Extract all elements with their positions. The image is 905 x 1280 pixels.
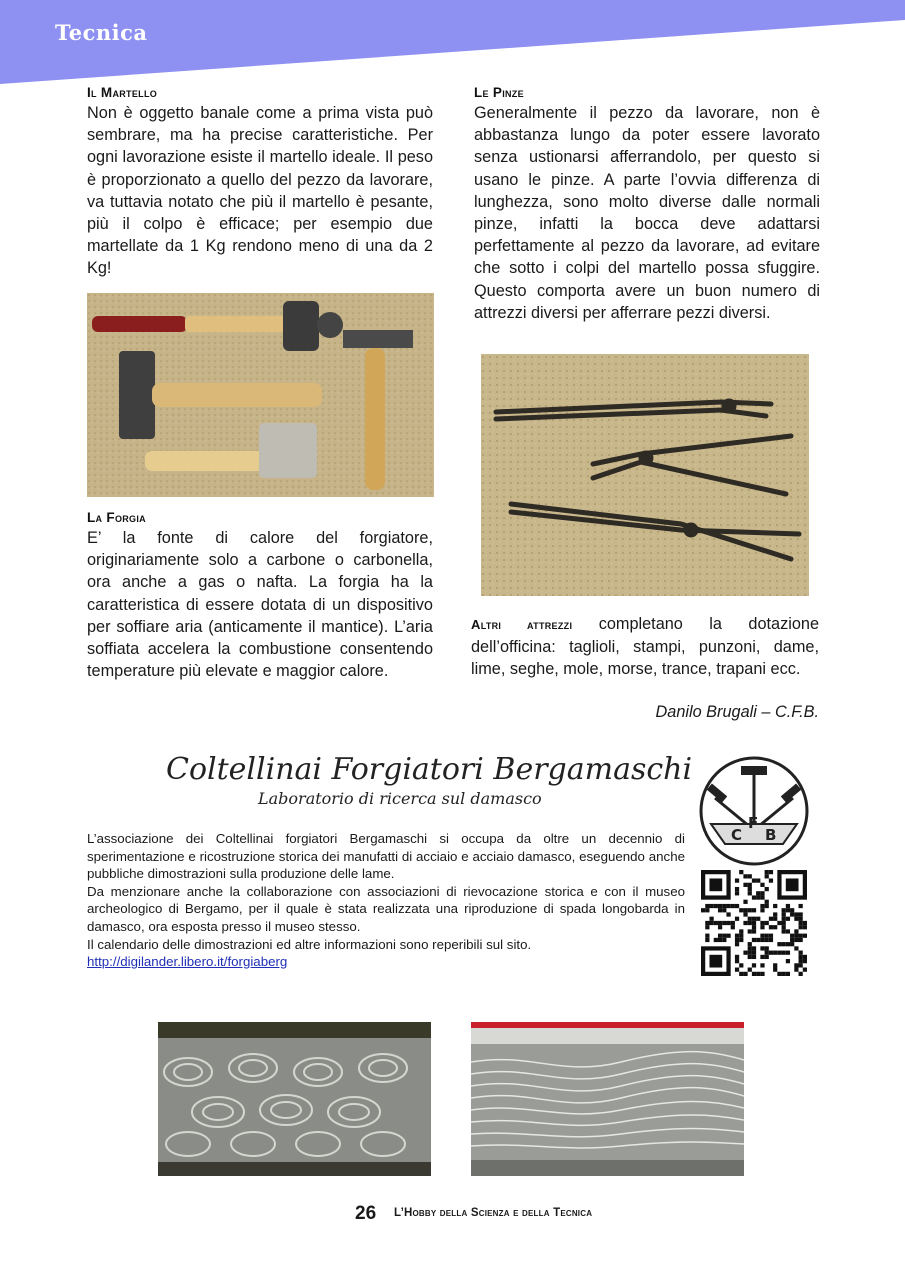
author-signature: Danilo Brugali – C.F.B. xyxy=(655,703,819,721)
forgia-heading: La Forgia xyxy=(87,510,146,525)
tongs-photo xyxy=(481,354,809,596)
damascus-pattern-photo-left xyxy=(158,1022,431,1176)
cfb-logo xyxy=(697,756,811,866)
section-tag: Tecnica xyxy=(55,20,148,45)
forgia-text: E’ la fonte di calore del forgiatore, originariamente solo a carbone o carbonella, ora anche a gas o nafta. La forgia ha la caratteristica di essere dotata di un dispositivo per soffiare aria (anticamente il mantice). L’aria soffiata accelera la combustione consentendo temperature più elevate e maggior calore. xyxy=(87,529,433,681)
altri-section xyxy=(471,613,819,681)
logo-letter-c: C xyxy=(731,826,743,844)
page-number: 26 xyxy=(355,1203,377,1224)
martello-text: Non è oggetto banale come a prima vista può sembrare, ma ha precise caratteristiche. Per ogni lavorazione esiste il martello ideale. Il peso è proporzionato a quello del pezzo da lavorare, va tuttavia notato che più il martello è pesante, più il colpo è efficace; per esempio due martellate da 1 Kg rendono meno di una da 2 Kg! xyxy=(87,104,433,278)
logo-letter-b: B xyxy=(765,826,777,844)
association-description xyxy=(87,830,685,971)
damascus-layers-photo-right xyxy=(471,1022,744,1176)
association-paragraph-3: Il calendario delle dimostrazioni ed altre informazioni sono reperibili sul sito. xyxy=(87,936,532,952)
forgia-section xyxy=(87,510,433,682)
hammers-photo xyxy=(87,293,434,497)
qr-code[interactable] xyxy=(701,870,807,976)
altri-text: completano la dotazione dell’officina: taglioli, stampi, punzoni, dame, lime, seghe, mole, morse, trance, trapani ecc. xyxy=(471,615,819,679)
martello-heading: Il Martello xyxy=(87,85,158,100)
association-paragraph-2: Da menzionare anche la collaborazione con associazioni di rievocazione storica e con il museo archeologico di Bergamo, per il quale è stata realizzata una riproduzione di spada longobarda in damasco, ora esposta presso il museo stesso. xyxy=(87,883,685,934)
association-website-link[interactable]: http://digilander.libero.it/forgiaberg xyxy=(87,954,288,970)
martello-section xyxy=(87,85,433,280)
pinze-heading: Le Pinze xyxy=(474,85,524,100)
logo-letter-f: F xyxy=(748,814,759,832)
association-paragraph-1: L’associazione dei Coltellinai forgiatori Bergamaschi si occupa da oltre un decennio di sperimentazione e ricostruzione storica dei manufatti di acciaio e acciaio damasco, eseguendo anche pubbliche dimostrazioni sulla produzione delle lame. xyxy=(87,831,685,882)
cfb-title: Coltellinai Forgiatori Bergamaschi xyxy=(166,752,693,787)
pinze-section xyxy=(474,85,820,324)
pinze-text: Generalmente il pezzo da lavorare, non è abbastanza lungo da poter essere lavorato senza ustionarsi afferrandolo, per questo si usano le pinze. A parte l’ovvia differenza di lunghezza, sono molto diverse dalle normali pinze, infatti la bocca deve adattarsi perfettamente al pezzo da lavorare, ad evitare che sotto i colpi del martello possa sfuggire. Questo comporta avere un buon numero di attrezzi diversi per afferrare pezzi diversi. xyxy=(474,104,820,322)
altri-heading: Altri attrezzi xyxy=(471,617,573,632)
cfb-subtitle: Laboratorio di ricerca sul damasco xyxy=(258,789,542,808)
magazine-title: L’Hobby della Scienza e della Tecnica xyxy=(394,1207,593,1219)
